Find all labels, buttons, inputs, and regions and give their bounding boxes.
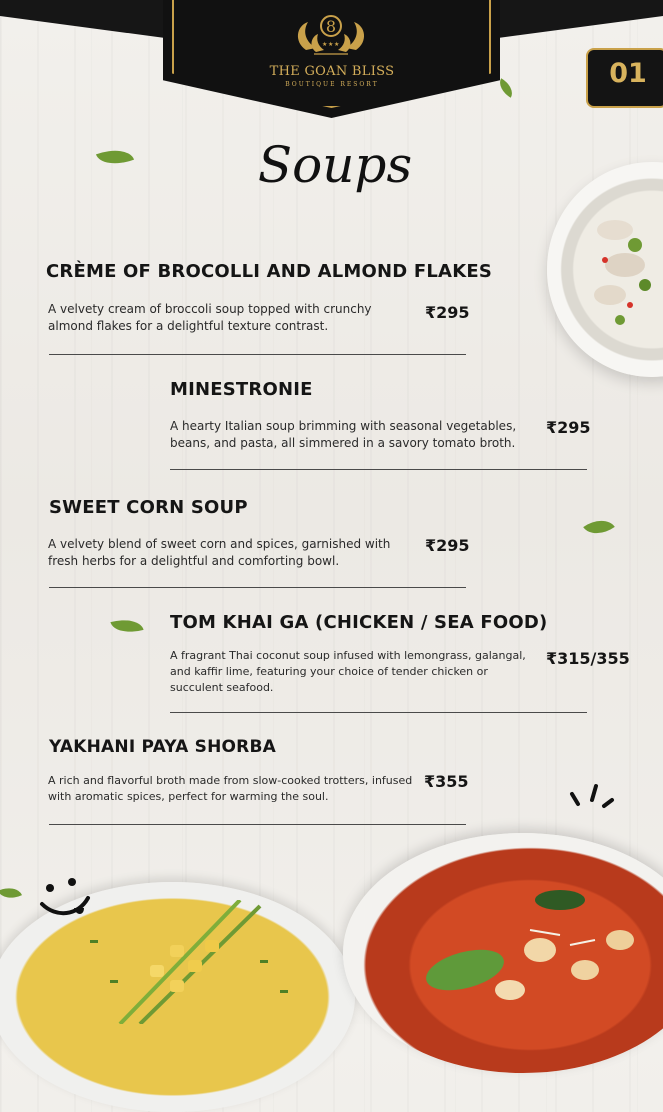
divider — [49, 824, 466, 825]
header-band-left — [0, 0, 180, 40]
item-price: ₹295 — [546, 418, 591, 437]
steam-icon — [566, 782, 616, 812]
item-description: A fragrant Thai coconut soup infused with lemongrass, galangal, and kaffir lime, featuring your choice of tender chicken or succulent seafood. — [170, 649, 526, 694]
item-name: MINESTRONIE — [170, 379, 313, 400]
brand-name: THE GOAN BLISS — [269, 64, 395, 79]
tomato-soup-garnish-image — [410, 880, 663, 1024]
item-description: A rich and flavorful broth made from slow-cooked trotters, infused with aromatic spices, perfect for warming the soul. — [48, 774, 413, 803]
svg-text:8: 8 — [325, 17, 337, 36]
divider — [49, 354, 466, 355]
leaf-icon — [495, 78, 517, 97]
divider — [49, 587, 466, 588]
soup-garnish-image — [575, 190, 663, 340]
divider — [170, 712, 587, 713]
item-name: YAKHANI PAYA SHORBA — [49, 737, 276, 757]
header-band-right — [483, 0, 663, 40]
svg-text:★: ★ — [322, 41, 328, 48]
item-description: A velvety cream of broccoli soup topped with crunchy almond flakes for a delightful texture contrast. — [48, 302, 372, 333]
svg-text:★: ★ — [328, 41, 334, 48]
brand-tagline: BOUTIQUE RESORT — [285, 81, 379, 88]
item-name: SWEET CORN SOUP — [49, 497, 248, 518]
item-description: A hearty Italian soup brimming with seasonal vegetables, beans, and pasta, all simmered in a savory tomato broth. — [170, 419, 517, 450]
item-price: ₹315/355 — [546, 649, 630, 668]
leaf-icon — [96, 143, 134, 172]
leaf-icon — [583, 512, 615, 542]
item-name: CRÈME OF BROCOLLI AND ALMOND FLAKES — [46, 261, 492, 282]
leaf-icon — [0, 882, 22, 903]
item-price: ₹295 — [425, 536, 470, 555]
item-description: A velvety blend of sweet corn and spices, garnished with fresh herbs for a delightful and comforting bowl. — [48, 537, 391, 568]
item-price: ₹295 — [425, 303, 470, 322]
leaf-icon — [110, 614, 143, 637]
logo-icon — [286, 12, 376, 60]
smiley-icon — [38, 874, 94, 922]
item-price: ₹355 — [424, 772, 469, 791]
section-title: Soups — [257, 136, 413, 194]
svg-text:★: ★ — [334, 41, 340, 48]
page-number: 01 — [609, 58, 647, 89]
item-name: TOM KHAI GA (CHICKEN / SEA FOOD) — [170, 612, 548, 633]
divider — [170, 469, 587, 470]
